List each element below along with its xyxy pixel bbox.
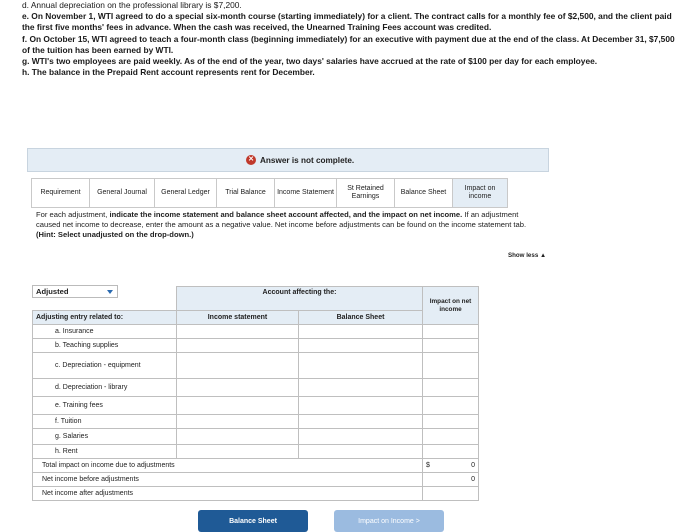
nib-input[interactable]: 0: [423, 473, 479, 487]
balance-account-select[interactable]: [299, 379, 423, 397]
nia-row: Net income after adjustments: [33, 487, 479, 501]
total-impact-value: $ 0: [423, 459, 479, 473]
tab-retained-earnings[interactable]: St Retained Earnings: [336, 178, 394, 208]
question-e: e. On November 1, WTI agreed to do a special six-month course (starting immediately) for a client. The contract calls for a monthly fee of $2,500, and the client paid the first five months' fees in advance. When the cash was received, the Unearned Training Fees account was credited.: [22, 11, 672, 33]
answer-status: ✕ Answer is not complete.: [246, 155, 354, 165]
income-account-select[interactable]: [177, 415, 299, 429]
question-g: g. WTI's two employees are paid weekly. As of the end of the year, two days' salaries have accrued at the rate of $100 per day for each employee.: [22, 56, 598, 67]
adjusted-dropdown[interactable]: Adjusted: [32, 285, 118, 298]
table-row: b. Teaching supplies: [33, 339, 479, 353]
impact-input[interactable]: [423, 325, 479, 339]
income-account-select[interactable]: [177, 325, 299, 339]
table-row: d. Depreciation - library: [33, 379, 479, 397]
impact-input[interactable]: [423, 339, 479, 353]
tab-income-statement[interactable]: Income Statement: [274, 178, 336, 208]
nib-row: Net income before adjustments 0: [33, 473, 479, 487]
income-account-select[interactable]: [177, 397, 299, 415]
table-row: e. Training fees: [33, 397, 479, 415]
impact-input[interactable]: [423, 415, 479, 429]
question-d: d. Annual depreciation on the professional library is $7,200.: [22, 0, 242, 10]
nia-value: [423, 487, 479, 501]
chevron-down-icon: [107, 290, 113, 294]
table-row: a. Insurance: [33, 325, 479, 339]
impact-header: Impact on net income: [423, 287, 479, 325]
balance-account-select[interactable]: [299, 325, 423, 339]
show-less-link[interactable]: Show less ▲: [508, 252, 547, 259]
balance-account-select[interactable]: [299, 353, 423, 379]
navigation-buttons: [198, 510, 444, 532]
row-label-header: Adjusting entry related to:: [33, 311, 177, 325]
tab-trial-balance[interactable]: Trial Balance: [216, 178, 274, 208]
impact-input[interactable]: [423, 445, 479, 459]
impact-input[interactable]: [423, 379, 479, 397]
tab-requirement[interactable]: Requirement: [31, 178, 89, 208]
question-h: h. The balance in the Prepaid Rent account represents rent for December.: [22, 67, 315, 78]
tab-general-ledger[interactable]: General Ledger: [154, 178, 216, 208]
table-row: c. Depreciation - equipment: [33, 353, 479, 379]
tab-bar: [31, 178, 508, 208]
balance-account-select[interactable]: [299, 445, 423, 459]
balance-account-select[interactable]: [299, 397, 423, 415]
balance-account-select[interactable]: [299, 339, 423, 353]
question-f: f. On October 15, WTI agreed to teach a four-month class (beginning immediately) for an executive with payment due at the end of the class. At December 31, $7,500 of the tuition has been earned by WTI.: [22, 33, 675, 55]
income-account-select[interactable]: [177, 379, 299, 397]
question-text: [22, 0, 682, 78]
instructions: For each adjustment, indicate the income statement and balance sheet account affected, and the impact on net income. If an adjustment caused net income to decrease, enter the amount as a negative value. Net income before adjustments can be found on the income statement tab. (Hint: Select unadjusted on the drop-down.): [36, 210, 527, 239]
account-affecting-header: Account affecting the:: [177, 287, 423, 311]
table-row: h. Rent: [33, 445, 479, 459]
income-account-select[interactable]: [177, 353, 299, 379]
balance-account-select[interactable]: [299, 415, 423, 429]
tab-general-journal[interactable]: General Journal: [89, 178, 154, 208]
next-button[interactable]: Impact on Income >: [334, 510, 444, 532]
income-account-select[interactable]: [177, 429, 299, 445]
income-statement-header: Income statement: [177, 311, 299, 325]
balance-account-select[interactable]: [299, 429, 423, 445]
table-row: f. Tuition: [33, 415, 479, 429]
impact-input[interactable]: [423, 429, 479, 445]
income-account-select[interactable]: [177, 445, 299, 459]
table-row: g. Salaries: [33, 429, 479, 445]
prev-button[interactable]: Balance Sheet: [198, 510, 308, 532]
adjustments-table: [32, 286, 479, 501]
total-row: Total impact on income due to adjustments $ 0: [33, 459, 479, 473]
tab-impact-on-income[interactable]: Impact on income: [452, 178, 508, 208]
tab-balance-sheet[interactable]: Balance Sheet: [394, 178, 452, 208]
balance-sheet-header: Balance Sheet: [299, 311, 423, 325]
income-account-select[interactable]: [177, 339, 299, 353]
impact-input[interactable]: [423, 353, 479, 379]
impact-input[interactable]: [423, 397, 479, 415]
x-icon: ✕: [246, 155, 256, 165]
